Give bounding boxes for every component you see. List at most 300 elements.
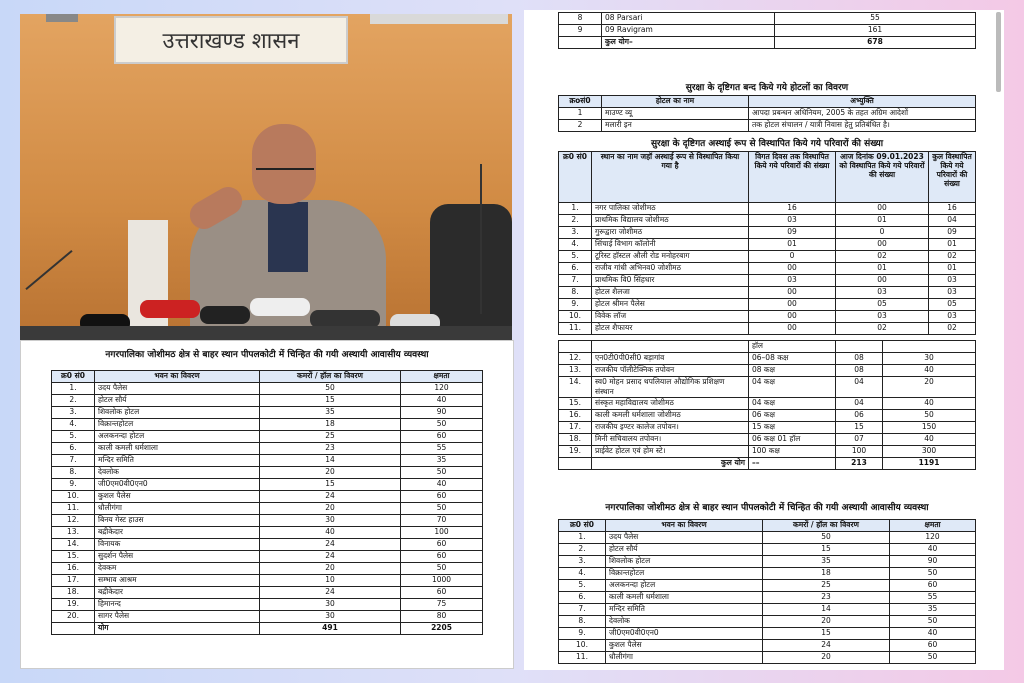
chair-right <box>430 204 512 340</box>
table-cell: 24 <box>260 551 401 563</box>
table-cell: 13. <box>52 527 95 539</box>
col-header: कमरों / हॉल का विवरण <box>763 520 890 532</box>
table-cell: मलारी इन <box>602 120 749 132</box>
total-label: योग <box>95 623 260 635</box>
table-cell: 10. <box>559 640 606 652</box>
table-cell: 15 <box>836 422 883 434</box>
table-cell: 17. <box>52 575 95 587</box>
table-cell: संस्कृत महाविद्यालय जोशीमठ <box>592 398 749 410</box>
table-cell: 40 <box>401 395 483 407</box>
table-cell: 8. <box>559 287 592 299</box>
table-cell: 00 <box>749 287 836 299</box>
table-cell: 30 <box>260 611 401 623</box>
table-row <box>559 604 976 616</box>
table-cell: 20. <box>52 611 95 623</box>
table-cell: 02 <box>836 323 929 335</box>
chair-left <box>128 220 168 340</box>
table-cell: 30 <box>260 599 401 611</box>
table-row <box>52 443 483 455</box>
table-cell: 16. <box>52 563 95 575</box>
table-cell: 19. <box>52 599 95 611</box>
table-cell: 02 <box>929 323 976 335</box>
table-row <box>559 120 976 132</box>
table-cell: मन्दिर समिति <box>606 604 763 616</box>
table-cell: 2. <box>52 395 95 407</box>
table-cell: 04 <box>836 398 883 410</box>
table-cell: 50 <box>890 652 976 664</box>
table-cell: 50 <box>890 568 976 580</box>
press-conference-photo <box>20 14 512 340</box>
table-cell: 1 <box>559 108 602 120</box>
table-cell: 60 <box>401 551 483 563</box>
col-header: क्र0 सं0 <box>559 520 606 532</box>
table-cell: 60 <box>890 640 976 652</box>
table-cell: 4. <box>559 568 606 580</box>
table-cell: 18. <box>559 434 592 446</box>
table-cell: अलकनन्दा होटल <box>95 431 260 443</box>
table-cell: 1. <box>559 203 592 215</box>
table-row <box>559 580 976 592</box>
table-cell: 50 <box>401 503 483 515</box>
table-cell: 16 <box>929 203 976 215</box>
table-row <box>559 251 976 263</box>
table-cell: कुशल पैलेस <box>95 491 260 503</box>
col-header: क्रoसं0 <box>559 96 602 108</box>
table-cell: 04 <box>836 377 883 398</box>
table-cell: 50 <box>260 383 401 395</box>
right-housing-table <box>558 519 976 664</box>
table-cell: 20 <box>260 503 401 515</box>
table-row <box>52 587 483 599</box>
table-cell: तक होटल संचालन / यात्री निवास हेतु प्रतिबंधित है। <box>749 120 976 132</box>
table-row <box>559 353 976 365</box>
table-row <box>559 287 976 299</box>
table-cell: 03 <box>749 215 836 227</box>
table-cell: 0 <box>836 227 929 239</box>
table-cell: 25 <box>260 431 401 443</box>
table-cell: 03 <box>929 287 976 299</box>
table-row <box>52 419 483 431</box>
speaker-glasses <box>256 168 314 180</box>
table-cell: 00 <box>749 263 836 275</box>
table-row <box>52 551 483 563</box>
table-cell: 14. <box>52 539 95 551</box>
table-cell: 8 <box>559 13 602 25</box>
table-cell: काली कमली धर्मशाला <box>95 443 260 455</box>
table-cell: 0 <box>749 251 836 263</box>
table-cell: नगर पालिका जोशीमठ <box>592 203 749 215</box>
table-cell: 03 <box>929 275 976 287</box>
table-cell: 18 <box>260 419 401 431</box>
table-cell: काली कमली धर्मशाला <box>606 592 763 604</box>
table-cell: होटल सौर्य <box>95 395 260 407</box>
table-row <box>52 467 483 479</box>
table-cell: 15. <box>559 398 592 410</box>
total-value: 678 <box>775 37 976 49</box>
table-cell: 100 कक्ष <box>749 446 836 458</box>
table-cell: 18 <box>763 568 890 580</box>
table-cell: 00 <box>836 203 929 215</box>
table-cell: 08 Parsari <box>602 13 775 25</box>
table-cell: 120 <box>890 532 976 544</box>
table-row <box>52 515 483 527</box>
table-row <box>559 592 976 604</box>
table-cell: 5. <box>559 251 592 263</box>
total-capacity: 2205 <box>401 623 483 635</box>
table-cell: विवेक लॉज <box>592 311 749 323</box>
table-cell: 90 <box>401 407 483 419</box>
table-cell: 2 <box>559 120 602 132</box>
shelter-capacity-table <box>558 340 976 470</box>
table-cell: 55 <box>890 592 976 604</box>
table-cell: 03 <box>749 275 836 287</box>
mic-stand-left <box>25 250 72 290</box>
microphone <box>140 300 200 318</box>
table-row <box>559 215 976 227</box>
table-cell: 06 कक्ष 01 हॉल <box>749 434 836 446</box>
table-cell: 03 <box>836 287 929 299</box>
table-cell: माउण्ट व्यू <box>602 108 749 120</box>
table-cell: 40 <box>890 544 976 556</box>
table-cell: होटल सौर्य <box>606 544 763 556</box>
table-cell: 40 <box>890 628 976 640</box>
table-cell: 14 <box>763 604 890 616</box>
table-cell: 50 <box>890 616 976 628</box>
table-cell: 100 <box>836 446 883 458</box>
table-cell: 24 <box>260 491 401 503</box>
table-cell: 09 <box>929 227 976 239</box>
table-cell: अलकनन्दा होटल <box>606 580 763 592</box>
total-label: कुल योग <box>592 458 749 470</box>
table-cell: 1. <box>559 532 606 544</box>
col-header: क्र0 सं0 <box>52 371 95 383</box>
displaced-families-table <box>558 151 976 335</box>
table-cell: 90 <box>890 556 976 568</box>
table-cell: 04 कक्ष <box>749 398 836 410</box>
table-cell: 3. <box>559 556 606 568</box>
table-row <box>559 422 976 434</box>
table-row <box>52 491 483 503</box>
table-cell: शिवलोक होटल <box>606 556 763 568</box>
table-cell: 60 <box>401 587 483 599</box>
table-cell: विक्रान्तहोटल <box>606 568 763 580</box>
table-cell: 20 <box>763 616 890 628</box>
table-cell: 18. <box>52 587 95 599</box>
col-header: भवन का विवरण <box>606 520 763 532</box>
microphone <box>250 298 310 316</box>
table-cell: 20 <box>883 377 976 398</box>
table-row <box>559 108 976 120</box>
table-cell: 40 <box>883 398 976 410</box>
table-cell: काली कमली धर्मशाला जोशीमठ <box>592 410 749 422</box>
table-cell: 14. <box>559 377 592 398</box>
right-bottom-title: नगरपालिका जोशीमठ क्षेत्र से बाहर स्थान पीपलकोटी में चिन्हित की गयी अस्थायी आवासीय व्यवस्था <box>605 503 929 513</box>
table-cell: देवलोक <box>606 616 763 628</box>
table-cell: बद्रीकेदार <box>95 527 260 539</box>
table-cell: 3. <box>559 227 592 239</box>
table-cell: 35 <box>260 407 401 419</box>
table-cell: 50 <box>883 410 976 422</box>
table-cell: प्राथमिक विद्यालय जोशीमठ <box>592 215 749 227</box>
table-cell: 03 <box>836 311 929 323</box>
government-sign: उत्तराखण्ड शासन <box>114 16 348 64</box>
table-cell: 00 <box>749 323 836 335</box>
table-row <box>559 263 976 275</box>
table-cell: 4. <box>559 239 592 251</box>
table-cell: जी0एम0वी0एन0 <box>95 479 260 491</box>
table-cell: 55 <box>775 13 976 25</box>
table-cell: 01 <box>929 263 976 275</box>
table-cell: 15 कक्ष <box>749 422 836 434</box>
table-cell: 35 <box>890 604 976 616</box>
table-row <box>559 275 976 287</box>
table-row <box>559 227 976 239</box>
table-cell: 75 <box>401 599 483 611</box>
table-row <box>52 611 483 623</box>
table-row <box>559 377 976 398</box>
table-row <box>52 575 483 587</box>
table-row <box>559 410 976 422</box>
table-cell: 10. <box>52 491 95 503</box>
table-cell: 7. <box>559 275 592 287</box>
col-header: क्षमता <box>401 371 483 383</box>
table-row <box>559 299 976 311</box>
right-document <box>524 10 1004 670</box>
table-row <box>559 365 976 377</box>
left-table-title: नगरपालिका जोशीमठ क्षेत्र से बाहर स्थान पीपलकोटी में चिन्हित की गयी अस्थायी आवासीय व्यवस्था <box>105 350 429 360</box>
table-cell: 08 <box>836 365 883 377</box>
table-cell: 03 <box>929 311 976 323</box>
col-header: क्षमता <box>890 520 976 532</box>
table-cell: 40 <box>883 434 976 446</box>
speaker-head <box>252 124 316 204</box>
table-cell: 16. <box>559 410 592 422</box>
table-cell: 6. <box>559 592 606 604</box>
hotels-title: सुरक्षा के दृष्टिगत बन्द किये गये होटलों का विवरण <box>685 83 849 93</box>
table-cell: 2. <box>559 215 592 227</box>
table-cell: उदय पैलेस <box>606 532 763 544</box>
table-cell: 6. <box>52 443 95 455</box>
table-cell: 24 <box>260 539 401 551</box>
table-cell: 14 <box>260 455 401 467</box>
table-cell: सुदर्शन पैलेस <box>95 551 260 563</box>
table-cell: 06 <box>836 410 883 422</box>
table-cell: 2. <box>559 544 606 556</box>
table-row <box>559 556 976 568</box>
table-cell: 24 <box>260 587 401 599</box>
table-cell: सिंचाई विभाग कॉलोनी <box>592 239 749 251</box>
table-cell: प्राथमिक वि0 सिंहधार <box>592 275 749 287</box>
table-cell: 15 <box>763 628 890 640</box>
table-cell: 9. <box>559 628 606 640</box>
table-cell: 00 <box>749 299 836 311</box>
col-header: स्थान का नाम जहॉ अस्थाई रूप से विस्थापित किया गया है <box>592 152 749 203</box>
wall-panel <box>370 14 508 24</box>
table-row <box>52 563 483 575</box>
table-cell: शिवलोक होटल <box>95 407 260 419</box>
table-row <box>559 640 976 652</box>
table-cell: मिनी सचिवालय तपोवन। <box>592 434 749 446</box>
col-header: क्र0 सं0 <box>559 152 592 203</box>
table-row <box>559 239 976 251</box>
microphone <box>200 306 250 324</box>
table-cell: उदय पैलेस <box>95 383 260 395</box>
scrollbar[interactable] <box>996 12 1001 92</box>
table-cell: 60 <box>401 539 483 551</box>
table-cell: 06–08 कक्ष <box>749 353 836 365</box>
mic-cluster <box>20 326 512 340</box>
table-cell: 11. <box>559 652 606 664</box>
table-row <box>559 13 976 25</box>
table-cell: राजकीय पॉलीटेक्निक तपोवन <box>592 365 749 377</box>
table-cell: 9 <box>559 25 602 37</box>
table-cell: 12. <box>52 515 95 527</box>
closed-hotels-table <box>558 95 976 132</box>
ceiling-fixture <box>46 14 78 22</box>
table-cell: 1000 <box>401 575 483 587</box>
table-cell: 10. <box>559 311 592 323</box>
table-cell: 01 <box>749 239 836 251</box>
table-cell: 13. <box>559 365 592 377</box>
table-cell: 00 <box>749 311 836 323</box>
table-cell: धौलीगंगा <box>606 652 763 664</box>
table-row <box>559 568 976 580</box>
table-cell: 04 <box>929 215 976 227</box>
table-cell: 30 <box>260 515 401 527</box>
table-cell: प्राईवेट होटल एवं होम स्टे। <box>592 446 749 458</box>
table-cell: 04 कक्ष <box>749 377 836 398</box>
table-cell: धौलीगंगा <box>95 503 260 515</box>
table-cell: 15. <box>52 551 95 563</box>
table-cell: 01 <box>836 263 929 275</box>
col-header: होटल का नाम <box>602 96 749 108</box>
table-cell: 15 <box>260 479 401 491</box>
table-row <box>559 532 976 544</box>
table-cell: 19. <box>559 446 592 458</box>
table-cell: 7. <box>52 455 95 467</box>
col-header: अभ्युक्ति <box>749 96 976 108</box>
table-cell: 100 <box>401 527 483 539</box>
table-cell: 00 <box>836 275 929 287</box>
table-cell: 08 <box>836 353 883 365</box>
table-cell: सागर पैलेस <box>95 611 260 623</box>
table-cell: टूरिस्ट हॉस्टल औली रोड मनोहरबाग <box>592 251 749 263</box>
table-cell: 35 <box>763 556 890 568</box>
table-cell: 02 <box>836 251 929 263</box>
table-cell: 70 <box>401 515 483 527</box>
table-cell: 10 <box>260 575 401 587</box>
table-row <box>559 434 976 446</box>
table-row <box>559 446 976 458</box>
families-title: सुरक्षा के दृष्टिगत अस्थाई रूप से विस्थापित किये गये परिवारों की संख्या <box>650 139 884 149</box>
table-cell: कुशल पैलेस <box>606 640 763 652</box>
table-row <box>52 503 483 515</box>
table-cell: बिनय गेस्ट हाउस <box>95 515 260 527</box>
table-cell: 20 <box>260 563 401 575</box>
table-cell: 12. <box>559 353 592 365</box>
table-row <box>52 599 483 611</box>
table-cell: 25 <box>763 580 890 592</box>
table-cell: होटल शैफायर <box>592 323 749 335</box>
table-cell: 23 <box>763 592 890 604</box>
table-row <box>52 479 483 491</box>
table-cell: 50 <box>763 532 890 544</box>
table-row <box>52 431 483 443</box>
table-cell: 06 कक्ष <box>749 410 836 422</box>
village-table <box>558 12 976 49</box>
table-cell: 01 <box>929 239 976 251</box>
table-cell: 60 <box>890 580 976 592</box>
table-cell: होटल शैलजा <box>592 287 749 299</box>
table-cell: 50 <box>401 563 483 575</box>
table-cell: गुरूद्वारा जोशीमठ <box>592 227 749 239</box>
col-header: कमरों / हॉल का विवरण <box>260 371 401 383</box>
col-header: आज दिनांक 09.01.2023 को विस्थापित किये गये परिवारों की संख्या <box>836 152 929 203</box>
table-cell: 16 <box>749 203 836 215</box>
table-cell: 08 कक्ष <box>749 365 836 377</box>
table-row <box>559 616 976 628</box>
table-cell: 09 <box>749 227 836 239</box>
table-cell: देवलोक <box>95 467 260 479</box>
table-cell: 02 <box>929 251 976 263</box>
table-cell: 60 <box>401 431 483 443</box>
table-row <box>52 455 483 467</box>
table-cell: 4. <box>52 419 95 431</box>
table-cell: 30 <box>883 353 976 365</box>
table-cell: आपदा प्रबन्धन अधिनियम, 2005 के तहत अग्रिम आदेशों <box>749 108 976 120</box>
table-cell: 50 <box>401 467 483 479</box>
table-cell: होटल श्रीमन पैलेस <box>592 299 749 311</box>
total-dash: –– <box>749 458 836 470</box>
table-cell: राजीव गांधी अभिनव0 जोशीमठ <box>592 263 749 275</box>
total-rooms: 213 <box>836 458 883 470</box>
total-capacity: 1191 <box>883 458 976 470</box>
mic-stand-right <box>480 164 482 314</box>
table-row <box>559 544 976 556</box>
table-cell: 50 <box>401 419 483 431</box>
total-label: कुल योग– <box>602 37 775 49</box>
table-row <box>559 203 976 215</box>
table-cell: सम्भाव आश्रम <box>95 575 260 587</box>
table-cell: 07 <box>836 434 883 446</box>
table-row <box>559 25 976 37</box>
table-cell: 00 <box>836 239 929 251</box>
table-cell: 35 <box>401 455 483 467</box>
table-cell: 5. <box>52 431 95 443</box>
table-cell: 8. <box>52 467 95 479</box>
table-cell: 1. <box>52 383 95 395</box>
table-cell: 11. <box>559 323 592 335</box>
table-cell: 55 <box>401 443 483 455</box>
table-cell: 05 <box>929 299 976 311</box>
table-cell: जी0एम0वी0एन0 <box>606 628 763 640</box>
table-cell: देवकम <box>95 563 260 575</box>
table-row <box>559 398 976 410</box>
table-cell: 161 <box>775 25 976 37</box>
table-cell: राजकीय इण्टर कालेज तपोवन। <box>592 422 749 434</box>
table-cell: 5. <box>559 580 606 592</box>
table-cell: 80 <box>401 611 483 623</box>
table-row <box>52 407 483 419</box>
table-cell: 150 <box>883 422 976 434</box>
col-header: भवन का विवरण <box>95 371 260 383</box>
left-housing-table <box>51 370 483 635</box>
table-cell: 20 <box>763 652 890 664</box>
table-cell: 17. <box>559 422 592 434</box>
table-cell: 24 <box>763 640 890 652</box>
table-cell: 20 <box>260 467 401 479</box>
table-cell: बद्रीकेदार <box>95 587 260 599</box>
